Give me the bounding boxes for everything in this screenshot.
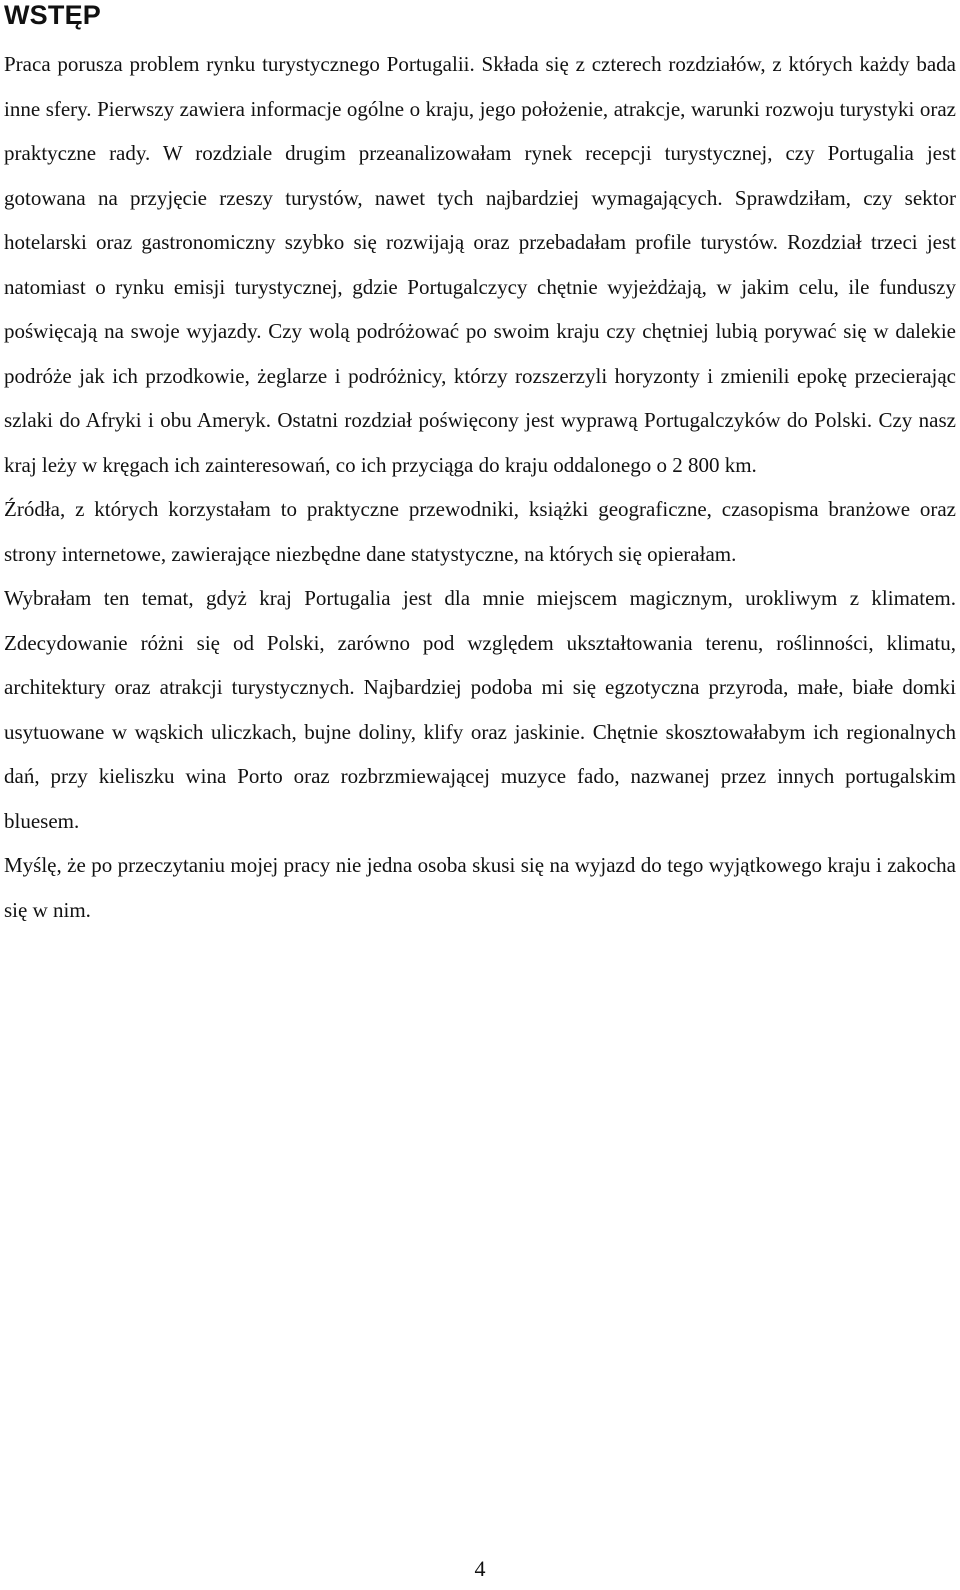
- paragraph-topic-choice: Wybrałam ten temat, gdyż kraj Portugalia jest dla mnie miejscem magicznym, urokliwym z klimatem. Zdecydowanie różni się od Polski, zarówno pod względem ukształtowania terenu, roślinności, klimatu, architektury oraz atrakcji turystycznych. Najbardziej podoba mi się egzotyczna przyroda, małe, białe domki usytuowane w wąskich uliczkach, bujne doliny, klify oraz jaskinie. Chętnie skosztowałabym ich regionalnych dań, przy kieliszku wina Porto oraz rozbrzmiewającej muzyce fado, nazwanej przez innych portugalskim bluesem.: [4, 586, 956, 833]
- paragraph-conclusion: Myślę, że po przeczytaniu mojej pracy nie jedna osoba skusi się na wyjazd do tego wyjątkowego kraju i zakocha się w nim.: [4, 853, 956, 922]
- section-heading: WSTĘP: [4, 0, 102, 30]
- paragraph-sources: Źródła, z których korzystałam to praktyczne przewodniki, książki geograficzne, czasopisma branżowe oraz strony internetowe, zawierające niezbędne dane statystyczne, na których się opierałam.: [4, 497, 956, 566]
- paragraph-introduction: Praca porusza problem rynku turystycznego Portugalii. Składa się z czterech rozdziałów, z których każdy bada inne sfery. Pierwszy zawiera informacje ogólne o kraju, jego położenie, atrakcje, warunki rozwoju turystyki oraz praktyczne rady. W rozdziale drugim przeanalizowałam rynek recepcji turystycznej, czy Portugalia jest gotowana na przyjęcie rzeszy turystów, nawet tych najbardziej wymagających. Sprawdziłam, czy sektor hotelarski oraz gastronomiczny szybko się rozwijają oraz przebadałam profile turystów. Rozdział trzeci jest natomiast o rynku emisji turystycznej, gdzie Portugalczycy chętnie wyjeżdżają, w jakim celu, ile funduszy poświęcają na swoje wyjazdy. Czy wolą podróżować po swoim kraju czy chętniej lubią porywać się w dalekie podróże jak ich przodkowie, żeglarze i podróżnicy, którzy rozszerzyli horyzonty i zmienili epokę przecierając szlaki do Afryki i obu Ameryk. Ostatni rozdział poświęcony jest wyprawą Portugalczyków do Polski. Czy nasz kraj leży w kręgach ich zainteresowań, co ich przyciąga do kraju oddalonego o 2 800 km.: [4, 52, 956, 477]
- document-page: [4, 0, 956, 932]
- page-number: [0, 1556, 960, 1582]
- page-number-text: 4: [474, 1556, 486, 1581]
